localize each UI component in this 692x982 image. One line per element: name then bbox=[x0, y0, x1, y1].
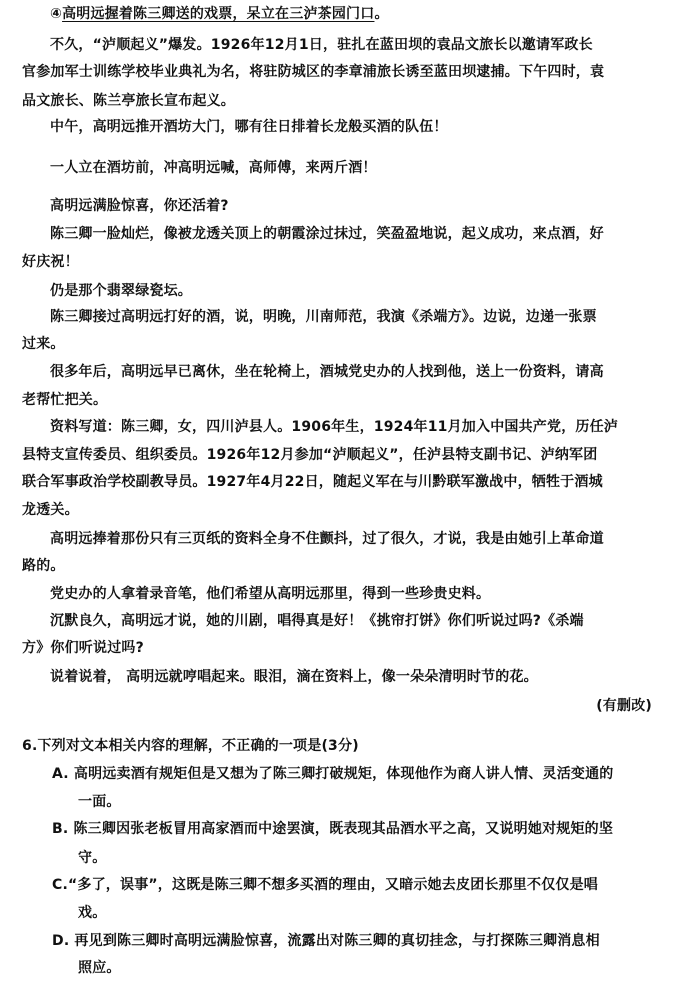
paragraph-opera-line-2: 方》你们听说过吗? bbox=[22, 640, 144, 656]
paragraph-uprising-line-1: 不久，“泸顺起义”爆发。1926年12月1日，驻扎在蓝田坝的袁品文旅长以邀请军政长 bbox=[50, 37, 593, 53]
paragraph-chen-line-2: 好庆祝！ bbox=[22, 254, 79, 270]
option-a-line-2: 一面。 bbox=[78, 794, 121, 810]
option-d-line-1: D. 再见到陈三卿时高明远满脸惊喜，流露出对陈三卿的真切挂念，与打探陈三卿消息相 bbox=[52, 933, 600, 949]
paragraph-surprise: 高明远满脸惊喜，你还活着? bbox=[50, 198, 229, 214]
paragraph-ticket-line-2: 过来。 bbox=[22, 336, 65, 352]
option-c-line-1: C.“多了，误事”，这既是陈三卿不想多买酒的理由，又暗示她去皮团长那里不仅仅是唱 bbox=[52, 877, 598, 893]
option-a-line-1: A. 高明远卖酒有规矩但是又想为了陈三卿打破规矩，体现他作为商人讲人情、灵活变通的 bbox=[52, 766, 614, 782]
paragraph-jar: 仍是那个翡翠绿瓷坛。 bbox=[50, 283, 192, 299]
paragraph-years-later-line-2: 老帮忙把关。 bbox=[22, 392, 108, 408]
paragraph-tremble-line-1: 高明远捧着那份只有三页纸的资料全身不住颤抖，过了很久，才说，我是由她引上革命道 bbox=[50, 531, 604, 547]
paragraph-chen-line-1: 陈三卿一脸灿烂，像被龙透关顶上的朝霞涂过抹过，笑盈盈地说，起义成功，来点酒，好 bbox=[50, 226, 604, 242]
paragraph-recorder: 党史办的人拿着录音笔，他们希望从高明远那里，得到一些珍贵史料。 bbox=[50, 586, 491, 602]
paragraph-ending: 说着说着， 高明远就哼唱起来。眼泪，滴在资料上，像一朵朵清明时节的花。 bbox=[50, 669, 538, 685]
option-b-line-2: 守。 bbox=[78, 850, 107, 866]
option-a-label: A. bbox=[52, 766, 69, 782]
paragraph-record-line-2: 县特支宣传委员、组织委员。1926年12月参加“泸顺起义”，任泸县特支副书记、泸纳军团 bbox=[22, 447, 598, 463]
option-b-label: B. bbox=[52, 821, 69, 837]
paragraph-tremble-line-2: 路的。 bbox=[22, 558, 65, 574]
paragraph-record-line-4: 龙透关。 bbox=[22, 502, 79, 518]
paragraph-uprising-line-3: 品文旅长、陈兰亭旅长宣布起义。 bbox=[22, 93, 235, 109]
circled-number-marker: ④ bbox=[50, 6, 63, 22]
paragraph-4-heading: ④高明远握着陈三卿送的戏票，呆立在三泸茶园门口。 bbox=[50, 6, 389, 22]
paragraph-record-line-1: 资料写道：陈三卿，女，四川泸县人。1906年生，1924年11月加入中国共产党，历任泸 bbox=[50, 419, 619, 435]
abridged-note: (有删改) bbox=[596, 698, 652, 714]
option-d-label: D. bbox=[52, 933, 70, 949]
paragraph-years-later-line-1: 很多年后，高明远早已离休，坐在轮椅上，酒城党史办的人找到他，送上一份资料，请高 bbox=[50, 364, 604, 380]
paragraph-uprising-line-2: 官参加军士训练学校毕业典礼为名，将驻防城区的李章浦旅长诱至蓝田坝逮捕。下午四时，袁 bbox=[22, 64, 605, 80]
paragraph-noon: 中午，高明远推开酒坊大门，哪有往日排着长龙般买酒的队伍！ bbox=[50, 119, 448, 135]
question-6-stem: 6.下列对文本相关内容的理解，不正确的一项是(3分) bbox=[22, 738, 359, 754]
underlined-sentence: 高明远握着陈三卿送的戏票，呆立在三泸茶园门口 bbox=[62, 6, 375, 22]
paragraph-ticket-line-1: 陈三卿接过高明远打好的酒，说，明晚，川南师范，我演《杀端方》。边说，边递一张票 bbox=[50, 309, 597, 325]
paragraph-opera-line-1: 沉默良久，高明远才说，她的川剧，唱得真是好！《挑帘打饼》你们听说过吗?《杀端 bbox=[50, 613, 584, 629]
option-c-label: C. bbox=[52, 877, 68, 893]
paragraph-person-calls: 一人立在酒坊前，冲高明远喊，高师傅，来两斤酒！ bbox=[50, 160, 377, 176]
paragraph-record-line-3: 联合军事政治学校副教导员。1927年4月22日，随起义军在与川黔联军激战中，牺牲于酒城 bbox=[22, 474, 603, 490]
option-d-line-2: 照应。 bbox=[78, 960, 121, 976]
option-b-line-1: B. 陈三卿因张老板冒用高家酒而中途罢演，既表现其品酒水平之高，又说明她对规矩的坚 bbox=[52, 821, 614, 837]
option-c-line-2: 戏。 bbox=[78, 905, 107, 921]
